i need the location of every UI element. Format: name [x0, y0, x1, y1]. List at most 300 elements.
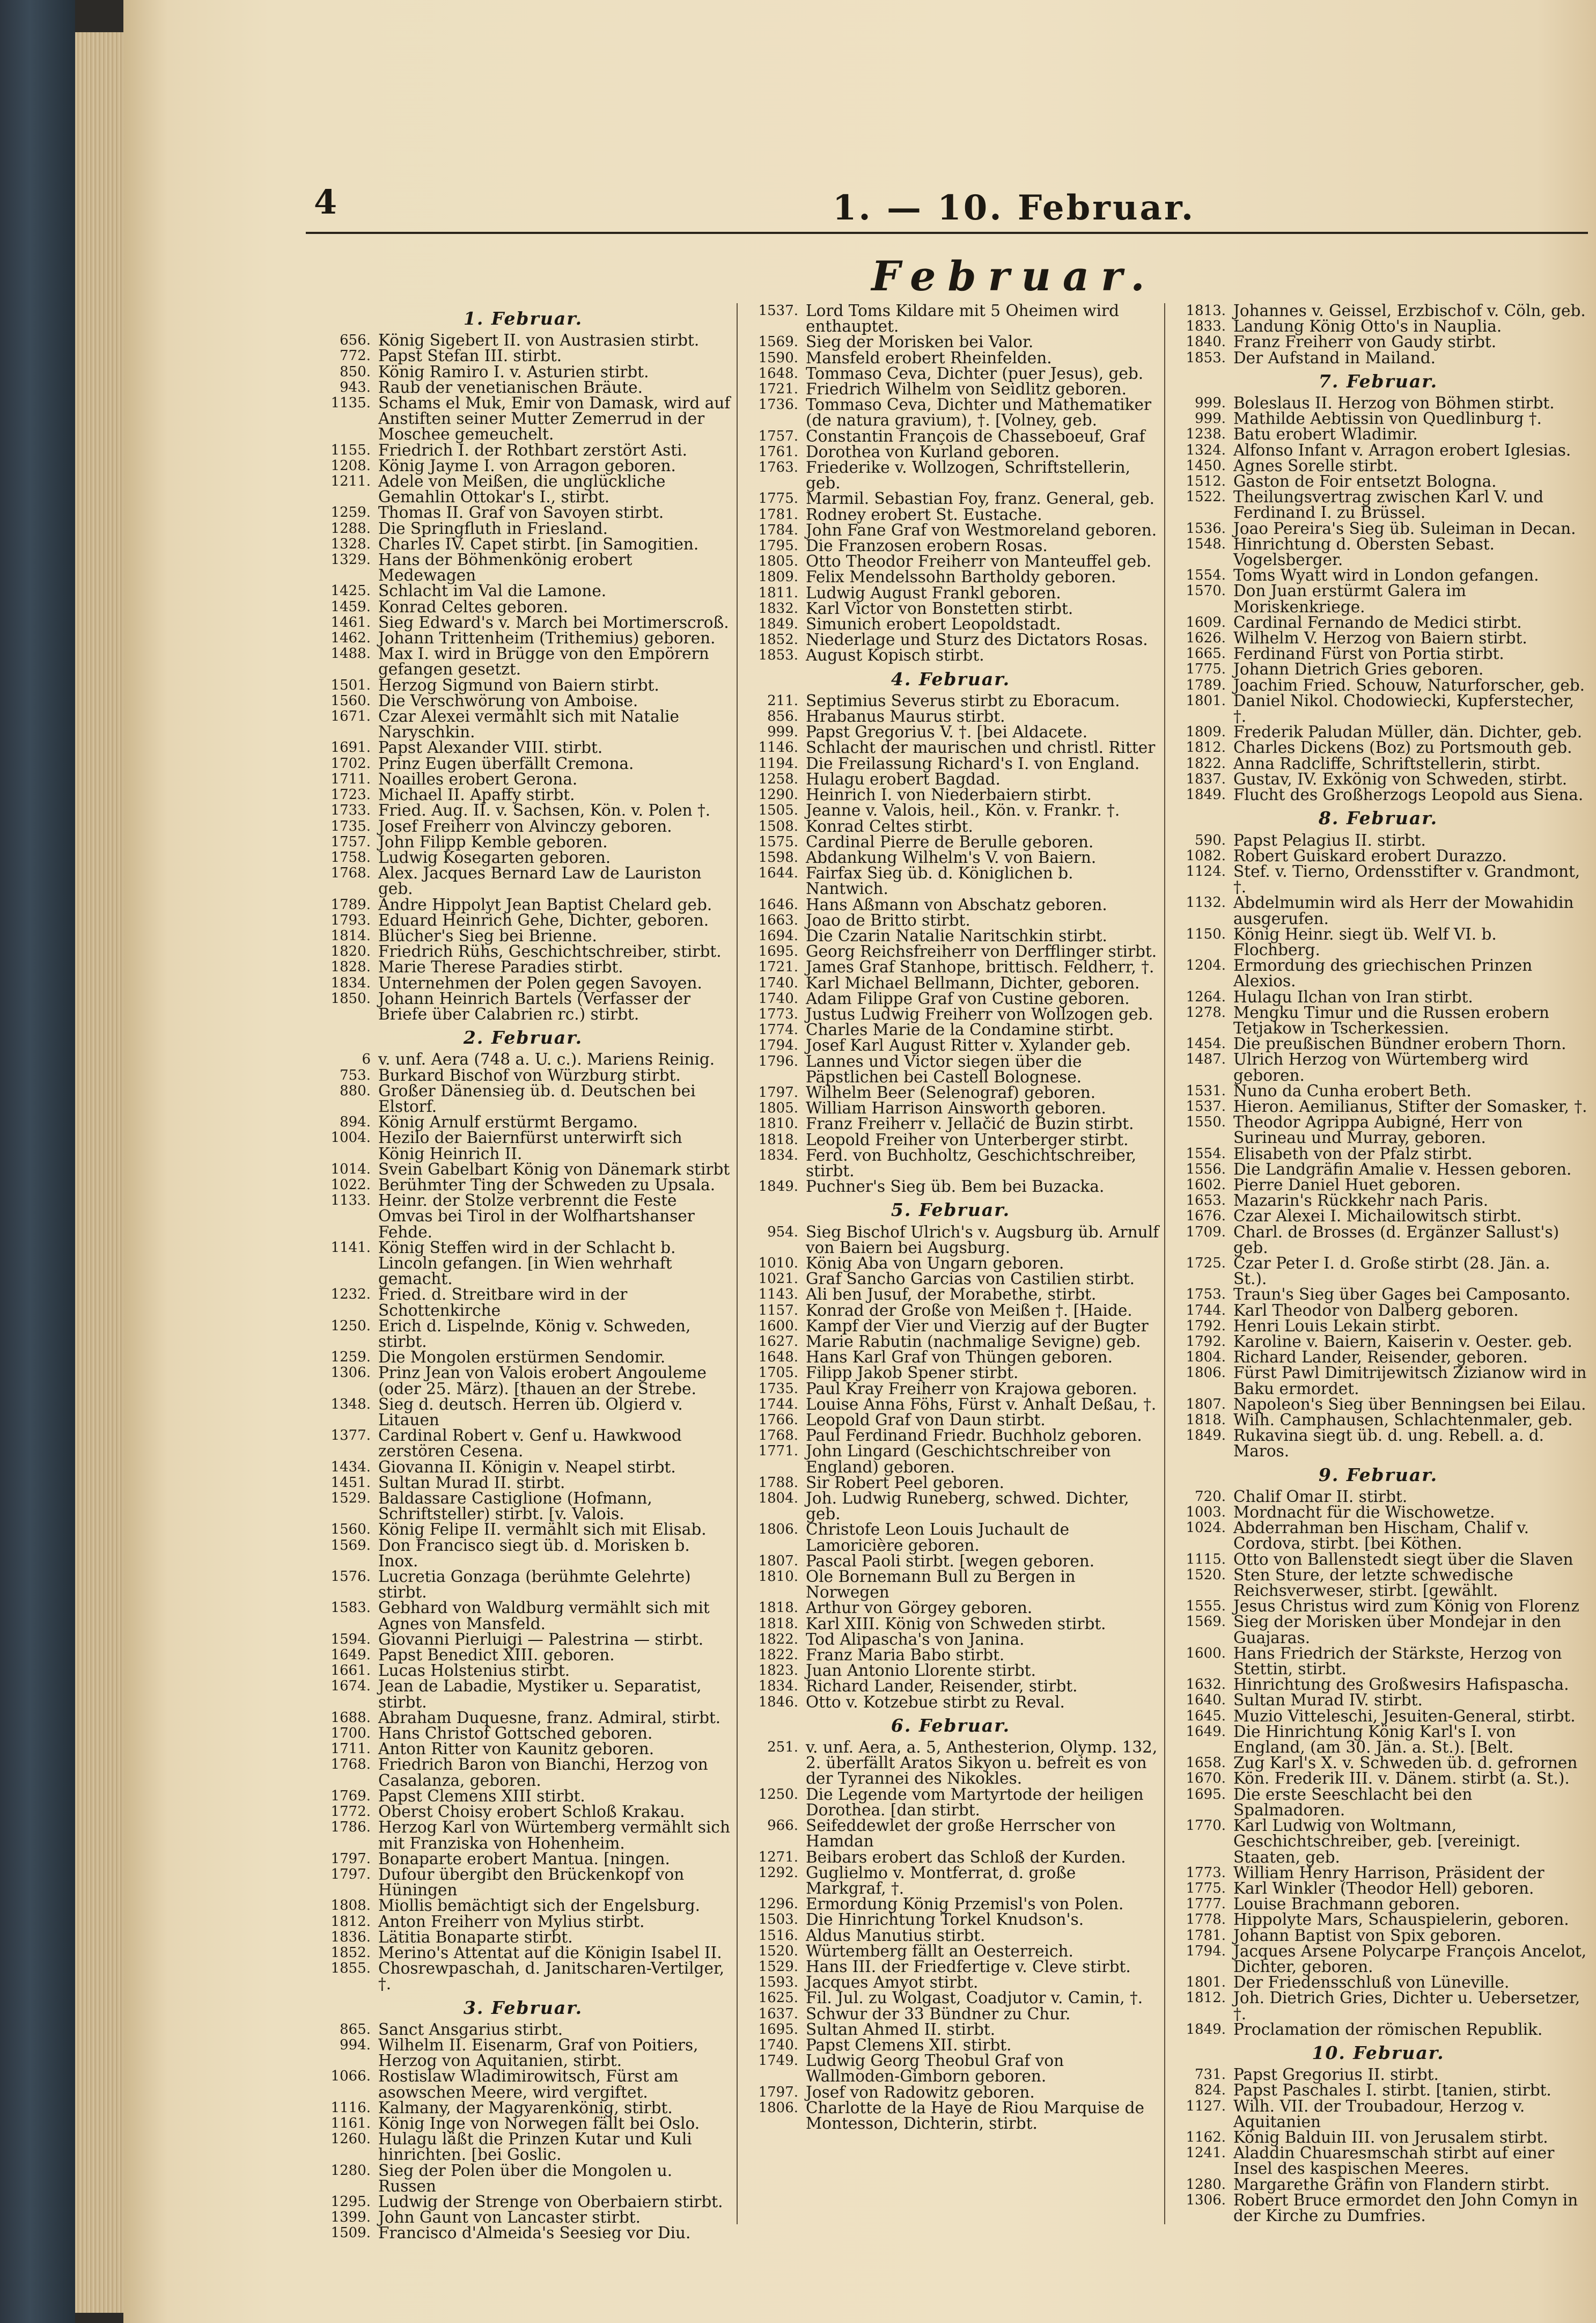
- chronicle-entry: [314, 693, 732, 709]
- entry-text: Marmil. Sebastian Foy, franz. General, geb.: [806, 489, 1155, 508]
- chronicle-entry: [741, 787, 1160, 803]
- entry-text: Ferdinand Fürst von Portia stirbt.: [1233, 644, 1504, 663]
- entry-year: 1569.: [1186, 1614, 1226, 1630]
- entry-text: Aladdin Chuaresmschah stirbt auf einer Insel des kaspischen Meeres.: [1233, 2144, 1555, 2178]
- chronicle-entry: [314, 1068, 732, 1083]
- entry-year: 1204.: [1186, 957, 1226, 974]
- chronicle-entry: [314, 1350, 732, 1365]
- chronicle-entry: [1169, 427, 1587, 442]
- entry-year: 1775.: [758, 490, 798, 507]
- chronicle-entry: [1169, 864, 1587, 895]
- entry-text: Franz Freiherr v. Jellačić de Buzin stirbt.: [806, 1115, 1134, 1133]
- entry-text: Friedrich Wilhelm von Seidlitz geboren.: [806, 380, 1127, 399]
- entry-text: Anton Ritter von Kaunitz geboren.: [378, 1740, 654, 1758]
- chronicle-entry: [314, 1786, 732, 1805]
- chronicle-entry: [741, 740, 1160, 756]
- entry-text: König Felipe II. vermählt sich mit Elisab.: [378, 1520, 707, 1539]
- entry-year: 943.: [340, 379, 371, 395]
- entry-text: Theilungsvertrag zwischen Karl V. und Ferdinand I. zu Brüssel.: [1233, 488, 1544, 522]
- entry-text: Beibars erobert das Schloß der Kurden.: [806, 1848, 1126, 1866]
- entry-year: 1849.: [1186, 1427, 1226, 1444]
- entry-text: Die Czarin Natalie Naritschkin stirbt.: [806, 926, 1107, 945]
- entry-text: Herzog Karl von Würtemberg vermählt sich mit Franziska von Hohenheim.: [378, 1818, 730, 1852]
- chronicle-entry: [741, 1116, 1160, 1132]
- entry-year: 1010.: [758, 1255, 798, 1271]
- entry-text: Arthur von Görgey geboren.: [806, 1599, 1033, 1617]
- entry-text: Napoleon's Sieg über Benningsen bei Eilau.: [1233, 1395, 1586, 1413]
- chronicle-entry: [741, 601, 1160, 617]
- day-heading: 6. Februar.: [891, 1714, 1011, 1736]
- entry-year: 1306.: [1186, 2192, 1226, 2208]
- entry-year: 1292.: [758, 1864, 798, 1881]
- chronicle-entry: [1169, 1115, 1587, 1146]
- entry-text: Elisabeth von der Pfalz stirbt.: [1233, 1144, 1473, 1163]
- entry-text: Czar Alexei I. Michailowitsch stirbt.: [1233, 1207, 1522, 1226]
- chronicle-entry: [741, 1569, 1160, 1600]
- chronicle-entry: [1169, 1599, 1587, 1614]
- entry-year: 1014.: [330, 1161, 371, 1177]
- chronicle-entry: [314, 1569, 732, 1600]
- chronicle-entry: [314, 631, 732, 646]
- entry-year: 1232.: [330, 1286, 371, 1303]
- entry-text: Daniel Nikol. Chodowiecki, Kupferstecher, †.: [1233, 691, 1575, 726]
- chronicle-entry: [1169, 2177, 1587, 2193]
- chronicle-entry: [1169, 1036, 1587, 1052]
- chronicle-entry: [1169, 1865, 1587, 1881]
- chronicle-entry: [741, 1271, 1160, 1287]
- entry-text: v. unf. Aera (748 a. U. c.). Mariens Reinig.: [378, 1050, 715, 1069]
- entry-year: 720.: [1195, 1488, 1226, 1505]
- entry-text: Charles Marie de la Condamine stirbt.: [806, 1021, 1114, 1039]
- entry-year: 1818.: [758, 1600, 798, 1616]
- entry-year: 1124.: [1186, 863, 1226, 880]
- entry-text: Bonaparte erobert Mantua. [ningen.: [378, 1849, 670, 1868]
- entry-year: 1695.: [758, 943, 798, 960]
- chronicle-entry: [1169, 1099, 1587, 1115]
- chronicle-entry: [314, 1898, 732, 1914]
- entry-text: Johann Dietrich Gries geboren.: [1233, 660, 1484, 679]
- entry-text: König Sigebert II. von Austrasien stirbt.: [378, 331, 700, 350]
- entry-text: Paul Ferdinand Friedr. Buchholz geboren.: [806, 1426, 1142, 1445]
- chronicle-entry: [1169, 1052, 1587, 1083]
- entry-year: 1852.: [330, 1944, 371, 1961]
- entry-year: 1260.: [330, 2131, 371, 2148]
- entry-year: 1814.: [330, 927, 371, 944]
- entry-text: Die Hinrichtung Torkel Knudson's.: [806, 1910, 1084, 1929]
- entry-year: 1648.: [758, 1349, 798, 1366]
- entry-text: Cardinal Pierre de Berulle geboren.: [806, 832, 1094, 851]
- entry-text: Prinz Jean von Valois erobert Angouleme (oder 25. März). [thauen an der Strebe.: [378, 1364, 707, 1398]
- chronicle-entry: [1169, 1303, 1587, 1318]
- entry-year: 1801.: [1186, 692, 1226, 709]
- entry-text: Margarethe Gräfin von Flandern stirbt.: [1233, 2175, 1550, 2194]
- chronicle-entry: [741, 1647, 1160, 1663]
- chronicle-entry: [1169, 1005, 1587, 1036]
- entry-year: 1757.: [758, 428, 798, 444]
- chronicle-entry: [314, 2035, 732, 2070]
- entry-year: 1772.: [330, 1804, 371, 1820]
- entry-year: 1781.: [758, 506, 798, 523]
- entry-year: 1598.: [758, 849, 798, 866]
- entry-year: 1834.: [758, 1147, 798, 1163]
- chronicle-entry: [1169, 2145, 1587, 2177]
- chronicle-entry: [314, 1647, 732, 1663]
- chronicle-entry: [741, 1318, 1160, 1334]
- chronicle-entry: [741, 1303, 1160, 1318]
- entry-text: Raub der venetianischen Bräute.: [378, 378, 643, 397]
- chronicle-entry: [741, 1818, 1160, 1849]
- entry-text: Noailles erobert Gerona.: [378, 770, 578, 788]
- chronicle-entry: [1169, 724, 1587, 740]
- entry-year: 1537.: [1186, 1098, 1226, 1115]
- entry-text: König Heinr. siegt üb. Welf VI. b. Flochberg.: [1233, 925, 1497, 959]
- chronicle-entry: [1169, 740, 1587, 756]
- entry-year: 1115.: [1186, 1551, 1226, 1567]
- entry-text: Tommaso Ceva, Dichter (puer Jesus), geb.: [806, 364, 1144, 383]
- entry-text: Sultan Murad II. stirbt.: [378, 1473, 565, 1492]
- entry-year: 1082.: [1186, 847, 1226, 864]
- entry-year: 1792.: [1186, 1317, 1226, 1334]
- chronicle-entry: [1169, 334, 1587, 350]
- entry-year: 1004.: [330, 1130, 371, 1146]
- entry-year: 1852.: [758, 632, 798, 648]
- entry-text: Ludwig Kosegarten geboren.: [378, 848, 611, 867]
- entry-text: Hieron. Aemilianus, Stifter der Somasker, †.: [1233, 1097, 1587, 1116]
- chronicle-entry: [314, 678, 732, 693]
- entry-year: 1280.: [330, 2162, 371, 2179]
- entry-year: 1855.: [330, 1960, 371, 1977]
- chronicle-entry: [1169, 1646, 1587, 1677]
- entry-year: 1593.: [758, 1974, 798, 1991]
- entry-text: Paul Kray Freiherr von Krajowa geboren.: [806, 1379, 1137, 1398]
- entry-text: Josef Karl August Ritter v. Xylander geb.: [806, 1036, 1131, 1055]
- chronicle-entry: [1169, 1428, 1587, 1459]
- entry-year: 1583.: [330, 1600, 371, 1616]
- entry-text: Justus Ludwig Freiherr von Wollzogen geb.: [806, 1005, 1153, 1023]
- chronicle-entry: [741, 1443, 1160, 1475]
- chronicle-entry: [741, 1896, 1160, 1912]
- chronicle-entry: [741, 1740, 1160, 1787]
- chronicle-entry: [1169, 895, 1587, 926]
- chronicle-entry: [741, 1941, 1160, 1960]
- entry-year: 1744.: [1186, 1302, 1226, 1318]
- entry-year: 1520.: [758, 1943, 798, 1959]
- entry-text: Thomas II. Graf von Savoyen stirbt.: [378, 503, 664, 522]
- entry-text: Sieg der Morisken bei Valor.: [806, 333, 1034, 351]
- entry-year: 1810.: [758, 1569, 798, 1585]
- chronicle-entry: [741, 2022, 1160, 2038]
- entry-text: John Lingard (Geschichtschreiber von England) geboren.: [806, 1442, 1111, 1476]
- entry-text: König Steffen wird in der Schlacht b. Lincoln gefangen. [in Wien wehrhaft gemacht.: [378, 1238, 676, 1288]
- entry-text: Giovanna II. Königin v. Neapel stirbt.: [378, 1457, 676, 1476]
- entry-text: Charles IV. Capet stirbt. [in Samogitien.: [378, 534, 699, 553]
- entry-text: Merino's Attentat auf die Königin Isabel II.: [378, 1943, 722, 1962]
- entry-year: 772.: [340, 348, 371, 364]
- chronicle-entry: [1169, 319, 1587, 334]
- entry-year: 1576.: [330, 1569, 371, 1585]
- entry-year: 1837.: [1186, 771, 1226, 787]
- chronicle-entry: [1169, 848, 1587, 864]
- entry-text: Erich d. Lispelnde, König v. Schweden, stirbt.: [378, 1316, 691, 1351]
- chronicle-entry: [741, 1692, 1160, 1711]
- entry-year: 1711.: [330, 1741, 371, 1757]
- entry-text: Miollis bemächtigt sich der Engelsburg.: [378, 1896, 701, 1915]
- chronicle-entry: [314, 1757, 732, 1788]
- chronicle-entry: [314, 866, 732, 897]
- entry-year: 1813.: [1186, 303, 1226, 319]
- entry-text: Schlacht im Val die Lamone.: [378, 582, 607, 600]
- entry-text: Jacques Arsene Polycarpe François Ancelot, Dichter, geboren.: [1233, 1941, 1587, 1976]
- entry-year: 1801.: [1186, 1974, 1226, 1991]
- chronicle-entry: [314, 2100, 732, 2116]
- entry-year: 1594.: [330, 1631, 371, 1647]
- entry-year: 1531.: [1186, 1082, 1226, 1099]
- chronicle-entry: [314, 1600, 732, 1631]
- entry-text: Graf Sancho Garcias von Castilien stirbt.: [806, 1270, 1135, 1288]
- chronicle-entry: [314, 2069, 732, 2100]
- entry-year: 1753.: [1186, 1286, 1226, 1303]
- entry-year: 1132.: [1186, 895, 1226, 911]
- entry-year: 1822.: [758, 1631, 798, 1647]
- entry-text: Josef von Radowitz geboren.: [806, 2083, 1035, 2101]
- entry-year: 1740.: [758, 2036, 798, 2053]
- chronicle-entry: [741, 1616, 1160, 1632]
- chronicle-entry: [1169, 1489, 1587, 1505]
- chronicle-entry: [1169, 489, 1587, 521]
- entry-text: Würtemberg fällt an Oesterreich.: [806, 1941, 1073, 1960]
- entry-text: Abraham Duquesne, franz. Admiral, stirbt.: [378, 1708, 721, 1727]
- chronicle-entry: [314, 583, 732, 599]
- chronicle-entry: [741, 382, 1160, 397]
- entry-year: 1849.: [1186, 2021, 1226, 2038]
- chronicle-entry: [741, 334, 1160, 350]
- entry-year: 1146.: [758, 739, 798, 756]
- entry-text: Joachim Fried. Schouw, Naturforscher, geb.: [1233, 676, 1585, 694]
- entry-text: Ole Bornemann Bull zu Bergen in Norwegen: [806, 1567, 1076, 1602]
- chronicle-entry: [314, 474, 732, 505]
- entry-text: Hulagu läßt die Prinzen Kutar und Kuli hinrichten. [bei Goslic.: [378, 2130, 692, 2164]
- chronicle-entry: [314, 1193, 732, 1240]
- entry-text: Niederlage und Sturz des Dictators Rosas.: [806, 631, 1148, 649]
- entry-year: 1162.: [1186, 2129, 1226, 2145]
- entry-year: 1736.: [758, 397, 798, 413]
- entry-text: Michael II. Apaffy stirbt.: [378, 786, 575, 804]
- entry-year: 1849.: [758, 616, 798, 633]
- entry-text: Jean de Labadie, Mystiker u. Separatist, stirbt.: [378, 1677, 702, 1711]
- chronicle-entry: [741, 460, 1160, 491]
- entry-year: 1688.: [330, 1709, 371, 1726]
- entry-year: 731.: [1195, 2066, 1226, 2083]
- entry-text: Die erste Seeschlacht bei den Spalmadoren.: [1233, 1785, 1473, 1819]
- entry-text: Friederike v. Wollzogen, Schriftstellerin, geb.: [806, 458, 1131, 493]
- chronicle-entry: [741, 1787, 1160, 1818]
- entry-text: Sanct Ansgarius stirbt.: [378, 2020, 563, 2039]
- chronicle-entry: [741, 648, 1160, 663]
- entry-year: 1806.: [758, 1521, 798, 1538]
- entry-text: Mengku Timur und die Russen erobern Tetjakow in Tscherkessien.: [1233, 1003, 1549, 1037]
- chronicle-entry: [741, 1132, 1160, 1148]
- book-page: [123, 0, 1596, 2323]
- chronicle-entry: [741, 444, 1160, 460]
- entry-text: Friedrich Rühs, Geschichtschreiber, stirbt.: [378, 942, 722, 961]
- entry-year: 1459.: [330, 598, 371, 615]
- entry-year: 954.: [767, 1223, 798, 1240]
- chronicle-entry: [741, 1287, 1160, 1302]
- entry-text: Hans Aßmann von Abschatz geboren.: [806, 895, 1107, 914]
- entry-year: 1695.: [1186, 1786, 1226, 1802]
- entry-year: 1797.: [758, 1084, 798, 1101]
- entry-year: 1211.: [330, 473, 371, 490]
- entry-text: Juan Antonio Llorente stirbt.: [806, 1661, 1036, 1680]
- chronicle-entry: [1169, 1692, 1587, 1708]
- chronicle-entry: [314, 740, 732, 756]
- entry-text: Konrad Celtes stirbt.: [806, 817, 973, 836]
- entry-year: 1324.: [1186, 442, 1226, 458]
- chronicle-entry: [314, 991, 732, 1022]
- entry-year: 1775.: [1186, 661, 1226, 678]
- entry-text: Richard Lander, Reisender, geboren.: [1233, 1348, 1528, 1367]
- entry-year: 1329.: [330, 552, 371, 568]
- entry-text: Pierre Daniel Huet geboren.: [1233, 1175, 1461, 1194]
- entry-text: Papst Gregorius II. stirbt.: [1233, 2065, 1439, 2084]
- entry-year: 1761.: [758, 443, 798, 460]
- entry-text: Dorothea von Kurland geboren.: [806, 442, 1060, 461]
- chronicle-entry: [1169, 1912, 1587, 1928]
- entry-year: 1461.: [330, 614, 371, 631]
- entry-year: 1797.: [758, 2084, 798, 2100]
- entry-text: Hulagu Ilchan von Iran stirbt.: [1233, 987, 1473, 1006]
- chronicle-entry: [314, 803, 732, 818]
- entry-text: Konrad Celtes geboren.: [378, 597, 569, 616]
- entry-year: 1503.: [758, 1911, 798, 1928]
- entry-year: 1238.: [1186, 426, 1226, 443]
- entry-year: 1290.: [758, 787, 798, 803]
- entry-year: 1758.: [330, 849, 371, 866]
- chronicle-entry: [741, 350, 1160, 366]
- chronicle-entry: [314, 2194, 732, 2210]
- entry-text: Abdankung Wilhelm's V. von Baiern.: [806, 848, 1097, 867]
- entry-text: König Jayme I. von Arragon geboren.: [378, 456, 676, 475]
- entry-year: 1768.: [330, 865, 371, 882]
- entry-text: Marie Therese Paradies stirbt.: [378, 958, 623, 977]
- entry-text: Agnes Sorelle stirbt.: [1233, 456, 1399, 475]
- entry-text: Cardinal Fernando de Medici stirbt.: [1233, 613, 1522, 632]
- entry-text: Adam Filippe Graf von Custine geboren.: [806, 989, 1130, 1008]
- chronicle-entry: [1169, 646, 1587, 662]
- entry-text: Papst Paschales I. stirbt. [tanien, stirbt.: [1233, 2081, 1551, 2100]
- entry-text: Landung König Otto's in Nauplia.: [1233, 317, 1502, 336]
- entry-text: Karl Winkler (Theodor Hell) geboren.: [1233, 1879, 1534, 1897]
- entry-text: Jesus Christus wird zum König von Florenz: [1233, 1597, 1579, 1616]
- chronicle-entry: [314, 1522, 732, 1537]
- chronicle-entry: [741, 1222, 1160, 1257]
- chronicle-entry: [1169, 987, 1587, 1006]
- entry-text: Franz Maria Babo stirbt.: [806, 1646, 1005, 1665]
- entry-text: Karl Victor von Bonstetten stirbt.: [806, 599, 1073, 618]
- entry-year: 1626.: [1186, 630, 1226, 647]
- chronicle-entry: [741, 1553, 1160, 1569]
- chronicle-entry: [1169, 1567, 1587, 1599]
- entry-text: Fairfax Sieg üb. d. Königlichen b. Nantwich.: [806, 864, 1073, 898]
- entry-text: Pascal Paoli stirbt. [wegen geboren.: [806, 1551, 1095, 1570]
- chronicle-entry: [741, 944, 1160, 959]
- entry-text: Alex. Jacques Bernard Law de Lauriston geb.: [378, 864, 702, 898]
- entry-text: v. unf. Aera, a. 5, Anthesterion, Olymp. 132, 2. überfällt Aratos Sikyon u. befreit es von der Tyrannei des Nikokles.: [806, 1738, 1158, 1788]
- chronicle-entry: [1169, 1162, 1587, 1177]
- entry-year: 1807.: [1186, 1396, 1226, 1412]
- chronicle-entry: [741, 803, 1160, 818]
- entry-year: 1811.: [758, 584, 798, 601]
- entry-text: Francisco d'Almeida's Seesieg vor Diu.: [378, 2224, 691, 2243]
- entry-text: Ludwig Georg Theobul Graf von Wallmoden-Gimborn geboren.: [806, 2051, 1064, 2086]
- entry-text: Jacques Amyot stirbt.: [806, 1973, 979, 1992]
- chronicle-entry: [314, 1318, 732, 1350]
- entry-year: 1778.: [1186, 1911, 1226, 1928]
- chronicle-entry: [1169, 443, 1587, 458]
- chronicle-entry: [1169, 1552, 1587, 1567]
- entry-year: 1609.: [1186, 614, 1226, 631]
- entry-text: Lucas Holstenius stirbt.: [378, 1661, 570, 1680]
- chronicle-entry: [741, 1007, 1160, 1022]
- entry-year: 1836.: [330, 1929, 371, 1945]
- chronicle-entry: [314, 1457, 732, 1476]
- column-1: [314, 303, 732, 2243]
- chronicle-entry: [741, 693, 1160, 709]
- chronicle-entry: [741, 2053, 1160, 2084]
- entry-year: 6: [362, 1051, 371, 1068]
- chronicle-entry: [741, 1256, 1160, 1271]
- chronicle-entry: [741, 1522, 1160, 1553]
- day-heading: 3. Februar.: [463, 1997, 583, 2018]
- chronicle-entry: [314, 819, 732, 834]
- entry-year: 1288.: [330, 520, 371, 537]
- entry-year: 1846.: [758, 1694, 798, 1710]
- entry-year: 1793.: [330, 912, 371, 928]
- chronicle-entry: [314, 1930, 732, 1945]
- chronicle-entry: [1169, 1787, 1587, 1818]
- entry-text: Fried. d. Streitbare wird in der Schottenkirche: [378, 1285, 628, 1320]
- day-heading: 5. Februar.: [891, 1199, 1011, 1221]
- entry-text: Rukavina siegt üb. d. ung. Rebell. a. d. Maros.: [1233, 1426, 1544, 1461]
- chronicle-entry: [1169, 1350, 1587, 1365]
- chronicle-entry: [314, 772, 732, 787]
- entry-text: Die preußischen Bündner erobern Thorn.: [1233, 1035, 1566, 1053]
- entry-year: 1348.: [330, 1396, 371, 1412]
- entry-year: 1569.: [758, 334, 798, 350]
- chronicle-entry: [314, 959, 732, 975]
- running-head: 1. — 10. Februar.: [832, 188, 1196, 228]
- entry-text: Die Landgräfin Amalie v. Hessen geboren.: [1233, 1160, 1572, 1178]
- entry-text: Ludwig August Frankl geboren.: [806, 583, 1061, 602]
- entry-text: Cardinal Robert v. Genf u. Hawkwood zerstören Cesena.: [378, 1426, 682, 1461]
- entry-text: Adele von Meißen, die unglückliche Gemahlin Ottokar's I., stirbt.: [378, 472, 666, 507]
- entry-text: Guglielmo v. Montferrat, d. große Markgraf, †.: [806, 1863, 1076, 1897]
- entry-text: Anna Radcliffe, Schriftstellerin, stirbt.: [1233, 754, 1541, 773]
- chronicle-entry: [1169, 1520, 1587, 1551]
- entry-year: 1127.: [1186, 2098, 1226, 2114]
- chronicle-entry: [1169, 1222, 1587, 1257]
- entry-year: 1143.: [758, 1286, 798, 1303]
- entry-year: 1649.: [1186, 1723, 1226, 1740]
- entry-text: Papst Pelagius II. stirbt.: [1233, 831, 1426, 849]
- chronicle-entry: [741, 397, 1160, 428]
- entry-text: Ermordung König Przemisl's von Polen.: [806, 1895, 1124, 1914]
- entry-text: Karl XIII. König von Schweden stirbt.: [806, 1614, 1106, 1633]
- entry-year: 1661.: [330, 1662, 371, 1679]
- entry-year: 656.: [340, 332, 371, 349]
- entry-year: 1853.: [1186, 349, 1226, 366]
- entry-text: Oberst Choisy erobert Schloß Krakau.: [378, 1802, 685, 1821]
